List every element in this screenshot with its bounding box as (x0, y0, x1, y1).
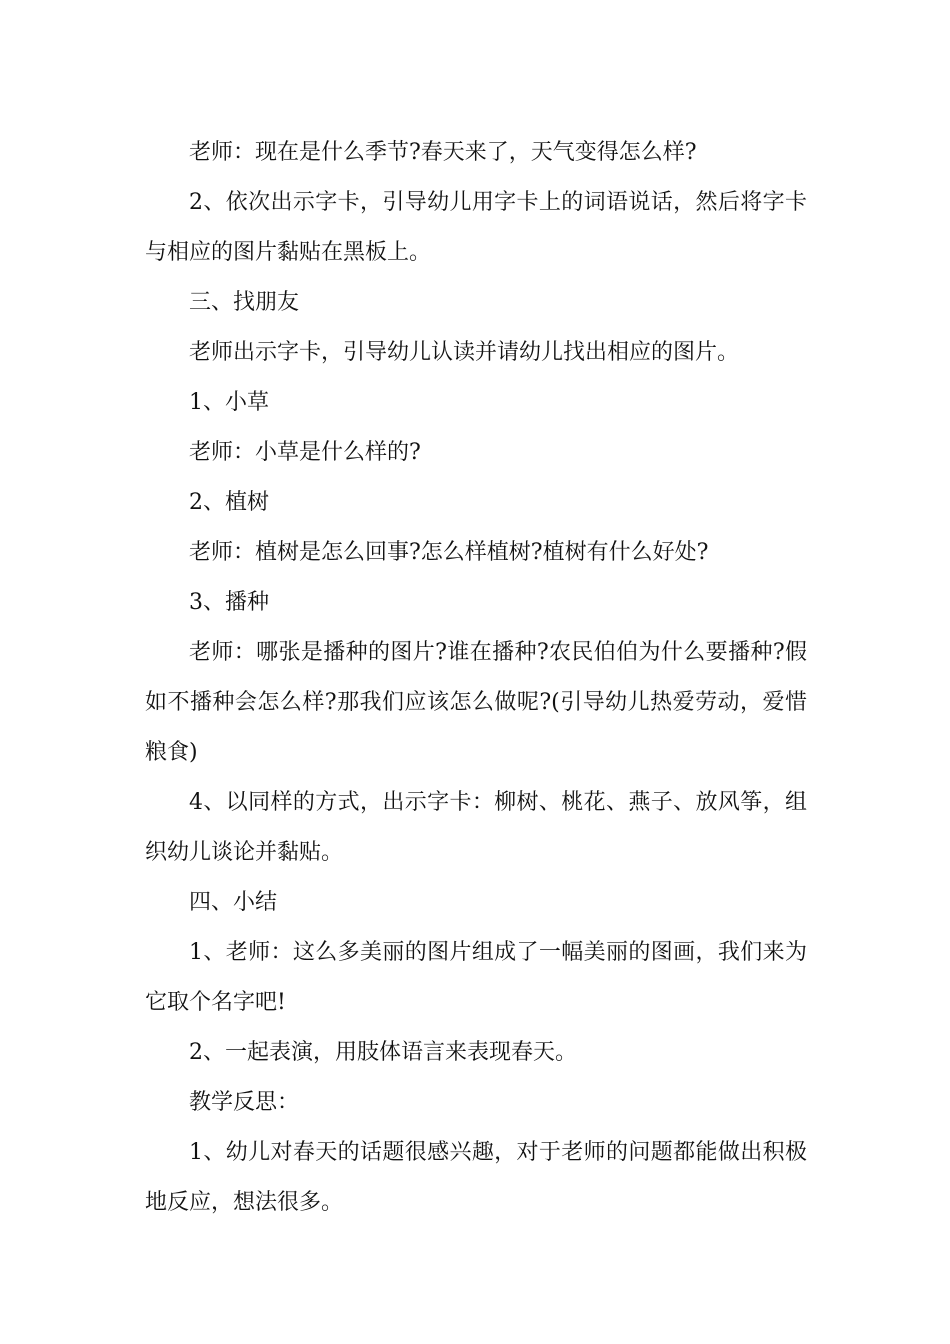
item-heading-sowing: 3、播种 (189, 590, 269, 615)
paragraph-teacher-season-question: 老师：现在是什么季节?春天来了，天气变得怎么样? (189, 140, 697, 165)
section-heading-teaching-reflection: 教学反思： (189, 1090, 300, 1115)
paragraph-teacher-tree-question: 老师：植树是怎么回事?怎么样植树?植树有什么好处? (189, 540, 709, 565)
paragraph-reflection-1: 1、幼儿对春天的话题很感兴趣，对于老师的问题都能做出积极地反应，想法很多。 (145, 1140, 807, 1215)
paragraph-summary-naming: 1、老师：这么多美丽的图片组成了一幅美丽的图画，我们来为它取个名字吧! (145, 940, 807, 1015)
paragraph-teacher-shows-cards: 老师出示字卡，引导幼儿认读并请幼儿找出相应的图片。 (189, 340, 740, 365)
paragraph-teacher-sowing-question: 老师：哪张是播种的图片?谁在播种?农民伯伯为什么要播种?假如不播种会怎么样?那我们应该怎么做呢?(引导幼儿热爱劳动，爱惜粮食) (145, 640, 807, 765)
item-heading-grass: 1、小草 (189, 390, 269, 415)
paragraph-step-4-same-way: 4、以同样的方式，出示字卡：柳树、桃花、燕子、放风筝，组织幼儿谈论并黏贴。 (145, 790, 807, 865)
document-body (145, 128, 807, 1228)
paragraph-step-2-word-cards: 2、依次出示字卡，引导幼儿用字卡上的词语说话，然后将字卡与相应的图片黏贴在黑板上。 (145, 190, 807, 265)
item-heading-tree-planting: 2、植树 (189, 490, 269, 515)
section-heading-find-friends: 三、找朋友 (189, 290, 300, 315)
section-heading-summary: 四、小结 (189, 890, 278, 915)
paragraph-summary-performance: 2、一起表演，用肢体语言来表现春天。 (189, 1040, 577, 1065)
paragraph-teacher-grass-question: 老师：小草是什么样的? (189, 440, 421, 465)
